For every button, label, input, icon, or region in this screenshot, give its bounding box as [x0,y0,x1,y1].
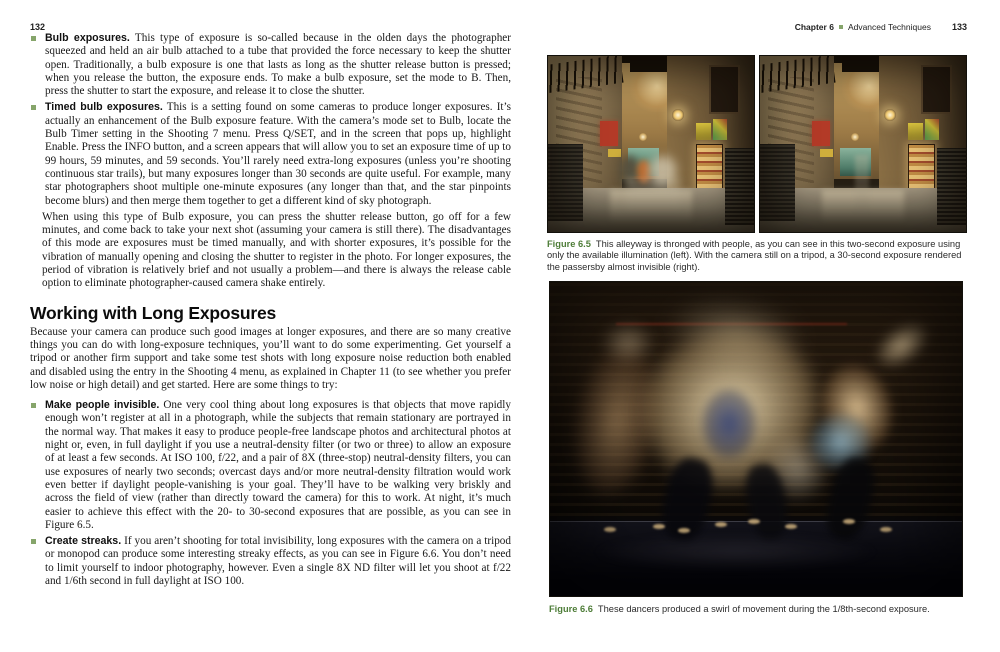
bullet-text: This is a setting found on some cameras to produce longer exposures. It’s actually an enhancement of the Bulb exposure feature. With the camera’s mode set to Bulb, locate the Bulb Timer setting in the Shooting 7 menu. Press Q/SET, and in the screen that pops up, highlight Enable. Press the INFO button, and a screen appears that will allow you to set an exposure time of up to 99 hours, 59 minutes, and 59 seconds. You’ll rarely need extra-long exposures (unless you’re shooting continuous star trails), but many exposures longer than 30 seconds are quite useful. For example, many star photographers shoot multiple one-minute exposures (any longer than that, and the star pinpoints become blurs) and then merge them together to get a different kind of sky photograph. [45,101,511,207]
figure-6-5-caption [547,239,967,273]
section-heading: Working with Long Exposures [30,302,277,323]
bullet-square-icon [31,105,36,110]
list-item [30,101,511,207]
bullet-lead: Create streaks. [45,535,122,548]
alley-photo-two-second [547,55,755,233]
header-square-icon [839,25,843,29]
bullet-lead: Make people invisible. [45,399,160,412]
alley-photo-thirty-second [759,55,967,233]
figure-caption-text: This alleyway is thronged with people, as you can see in this two-second exposure using only the available illumination (left). With the camera still on a tripod, a 30-second exposure rendered the passersby almost invisible (right). [547,239,962,272]
dancers-photo [549,281,963,597]
list-item [30,32,511,98]
list-item [30,535,511,588]
bullet-text: If you aren’t shooting for total invisibility, long exposures with the camera on a tripod or monopod can produce some interesting streaky effects, as you can see in Figure 6.6. You don’t need to limit yourself to indoor photography, however. Even a single 8X ND filter will let you shoot at f/22 and 1/6th second in full daylight at ISO 100. [45,535,511,587]
bullet-lead: Timed bulb exposures. [45,101,163,114]
figure-caption-text: These dancers produced a swirl of movement during the 1/8th-second exposure. [597,604,930,614]
bulb-exposure-list [30,32,511,208]
section-intro-paragraph: Because your camera can produce such good images at longer exposures, and there are so many creative things you can do with long-exposure techniques, you’ll want to do some experimenting. Get yourself a tripod or another firm support and take some test shots with long exposure noise reduction both enabled and disabled using the entry in the Shooting 4 menu, as explained in Chapter 11 (to see whether you prefer low noise or high detail) and get started. Here are some things to try: [30,325,511,391]
list-item [30,399,511,532]
figure-label: Figure 6.5 [547,239,591,249]
left-page [30,22,511,591]
bullet-square-icon [31,36,36,41]
vignette [550,282,962,596]
chapter-section-label: Advanced Techniques [847,22,931,32]
bullet-square-icon [31,539,36,544]
long-exposure-tips-list [30,399,511,588]
bulb-continuation-paragraph: When using this type of Bulb exposure, you can press the shutter release button, go off for a few minutes, and come back to take your next shot (assuming your camera is still there). The disadvantages of this mode are exposures must be timed manually, and with shorter exposures, it’s possible for the vibration of manually opening and closing the shutter to register in the photo. For longer exposures, the period of vibration is relatively brief and not usually a problem—and there is always the release cable option to eliminate photographer-caused camera shake entirely. [42,210,511,290]
bullet-lead: Bulb exposures. [45,32,130,44]
right-page-header [520,22,967,32]
figure-6-5-photo-pair [547,55,967,233]
bullet-text: This type of exposure is so-called because in the olden days the photographer squeezed and held an air bulb attached to a tube that provided the force necessary to keep the shutter open. Traditionally, a bulb exposure is one that lasts as long as the shutter release button is pressed; when you release the button, the exposure ends. To make a bulb exposure, set the mode to B. Then, press the shutter to start the exposure, and release it to close the shutter. [45,32,511,98]
page-number-right: 133 [951,22,967,32]
page-number-left: 132 [30,22,46,32]
figure-6-6-caption [549,604,963,615]
vignette [548,56,754,232]
figure-label: Figure 6.6 [549,604,593,614]
bullet-text: One very cool thing about long exposures is that objects that move rapidly enough won’t register at all in a photograph, while the subjects that remain stationary are portrayed in the normal way. That makes it easy to produce people-free landscape photos and architectural photos at night or, even, in full daylight if you use a neutral-density filter (or two or three) to allow an exposure of at least a few seconds. At ISO 100, f/22, and a pair of 8X (three-stop) neutral-density filters, you can use exposures of nearly two seconds; overcast days and/or more neutral-density filtration would work even better if daylight people-vanishing is your goal. They’ll have to be walking very briskly and across the field of view (rather than directly toward the camera) for this to work. At night, it’s much easier to achieve this effect with the 20- to 30-second exposures that are possible, as you can see in Figure 6.5. [45,399,511,531]
chapter-label: Chapter 6 [794,22,834,32]
vignette [760,56,966,232]
bullet-square-icon [31,403,36,408]
